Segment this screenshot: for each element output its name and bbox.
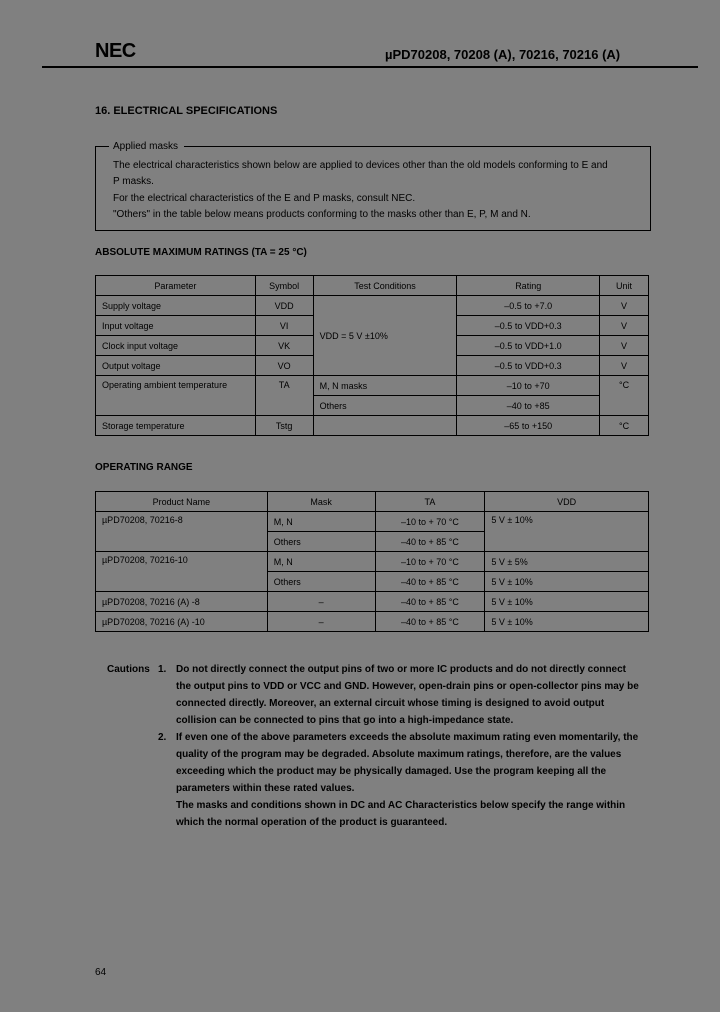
- operating-range-title: OPERATING RANGE: [95, 462, 193, 473]
- table-row: [96, 376, 649, 396]
- cell: V: [600, 316, 649, 336]
- cell: 5 V ± 10%: [485, 592, 649, 612]
- cell: –40 to + 85 °C: [375, 592, 485, 612]
- cell: –10 to + 70 °C: [375, 552, 485, 572]
- cell: TA: [255, 376, 313, 416]
- cell: V: [600, 356, 649, 376]
- cell: –0.5 to VDD+0.3: [457, 356, 600, 376]
- cell: –40 to + 85 °C: [375, 612, 485, 632]
- cell: VO: [255, 356, 313, 376]
- cell: VI: [255, 316, 313, 336]
- applied-masks-line: "Others" in the table below means products conforming to the masks other than E, P, M and N.: [113, 209, 531, 220]
- cell: –: [267, 612, 375, 632]
- caution-line: connected directly. Moreover, an external circuit whose timing is designed to avoid output: [176, 698, 605, 709]
- cautions-label: Cautions: [107, 664, 150, 675]
- cell: –40 to + 85 °C: [375, 532, 485, 552]
- table-row: [96, 592, 649, 612]
- applied-masks-legend: Applied masks: [113, 141, 179, 152]
- caution-number: 2.: [158, 732, 167, 743]
- cell: –0.5 to +7.0: [457, 296, 600, 316]
- col-header: Symbol: [255, 276, 313, 296]
- cell: Others: [313, 396, 457, 416]
- cell: –10 to + 70 °C: [375, 512, 485, 532]
- caution-line: Do not directly connect the output pins of two or more IC products and do not directly connect: [176, 664, 627, 675]
- cell: Others: [267, 532, 375, 552]
- nec-logo: NEC: [95, 40, 136, 62]
- cell: Operating ambient temperature: [96, 376, 256, 416]
- col-header: Parameter: [96, 276, 256, 296]
- table-row: [96, 416, 649, 436]
- cell: Input voltage: [96, 316, 256, 336]
- col-header: Product Name: [96, 492, 268, 512]
- cell: VK: [255, 336, 313, 356]
- cell: –0.5 to VDD+0.3: [457, 316, 600, 336]
- header-rule: [42, 66, 698, 68]
- cell: 5 V ± 10%: [485, 612, 649, 632]
- operating-range-table: [95, 491, 649, 632]
- cell: –10 to +70: [457, 376, 600, 396]
- cell: Others: [267, 572, 375, 592]
- col-header: Mask: [267, 492, 375, 512]
- cell: °C: [600, 416, 649, 436]
- caution-line: exceeding which the product may be physically damaged. Use the program keeping all the: [176, 766, 607, 777]
- cell: –: [267, 592, 375, 612]
- col-header: TA: [375, 492, 485, 512]
- cell: [313, 416, 457, 436]
- caution-line: If even one of the above parameters exceeds the absolute maximum rating even momentarily, the: [176, 732, 639, 743]
- caution-line: which the normal operation of the product is guaranteed.: [176, 817, 448, 828]
- cell: Clock input voltage: [96, 336, 256, 356]
- cell: –40 to + 85 °C: [375, 572, 485, 592]
- cell: V: [600, 336, 649, 356]
- table-row: [96, 552, 649, 572]
- document-title: µPD70208, 70208 (A), 70216, 70216 (A): [385, 47, 621, 62]
- abs-max-title: ABSOLUTE MAXIMUM RATINGS (TA = 25 °C): [95, 247, 307, 258]
- col-header: Rating: [457, 276, 600, 296]
- cell: –0.5 to VDD+1.0: [457, 336, 600, 356]
- cell: –65 to +150: [457, 416, 600, 436]
- cell: M, N masks: [313, 376, 457, 396]
- caution-line: quality of the program may be degraded. Absolute maximum ratings, therefore, are the values: [176, 749, 622, 760]
- cell: Supply voltage: [96, 296, 256, 316]
- caution-line: The masks and conditions shown in DC and AC Characteristics below specify the range within: [176, 800, 626, 811]
- table-header-row: [96, 276, 649, 296]
- cell: Output voltage: [96, 356, 256, 376]
- section-title: 16. ELECTRICAL SPECIFICATIONS: [95, 105, 278, 117]
- applied-masks-line: The electrical characteristics shown below are applied to devices other than the old models conforming to E and: [113, 160, 608, 171]
- cell: µPD70208, 70216-8: [96, 512, 268, 552]
- cell: 5 V ± 10%: [485, 512, 649, 552]
- cell: µPD70208, 70216 (A) -10: [96, 612, 268, 632]
- cell: Storage temperature: [96, 416, 256, 436]
- table-header-row: [96, 492, 649, 512]
- cell: VDD: [255, 296, 313, 316]
- table-row: [96, 296, 649, 316]
- col-header: Unit: [600, 276, 649, 296]
- caution-line: parameters within these rated values.: [176, 783, 355, 794]
- cell: 5 V ± 10%: [485, 572, 649, 592]
- caution-number: 1.: [158, 664, 167, 675]
- applied-masks-line: For the electrical characteristics of the E and P masks, consult NEC.: [113, 193, 416, 204]
- cell: 5 V ± 5%: [485, 552, 649, 572]
- cell: M, N: [267, 552, 375, 572]
- caution-line: the output pins to VDD or VCC and GND. However, open-drain pins or open-collector pins may be: [176, 681, 639, 692]
- applied-masks-line: P masks.: [113, 176, 154, 187]
- cell: VDD = 5 V ±10%: [313, 296, 457, 376]
- caution-line: collision can be connected to pins that go into a high-impedance state.: [176, 715, 514, 726]
- cell: °C: [600, 376, 649, 416]
- cell: V: [600, 296, 649, 316]
- col-header: VDD: [485, 492, 649, 512]
- caution-2-text: [176, 729, 638, 831]
- caution-1-text: [176, 661, 639, 729]
- cell: µPD70208, 70216-10: [96, 552, 268, 592]
- col-header: Test Conditions: [313, 276, 457, 296]
- table-row: [96, 512, 649, 532]
- cell: –40 to +85: [457, 396, 600, 416]
- table-row: [96, 612, 649, 632]
- abs-max-table: [95, 275, 649, 436]
- cell: Tstg: [255, 416, 313, 436]
- cell: µPD70208, 70216 (A) -8: [96, 592, 268, 612]
- page-number: 64: [95, 967, 107, 978]
- cell: M, N: [267, 512, 375, 532]
